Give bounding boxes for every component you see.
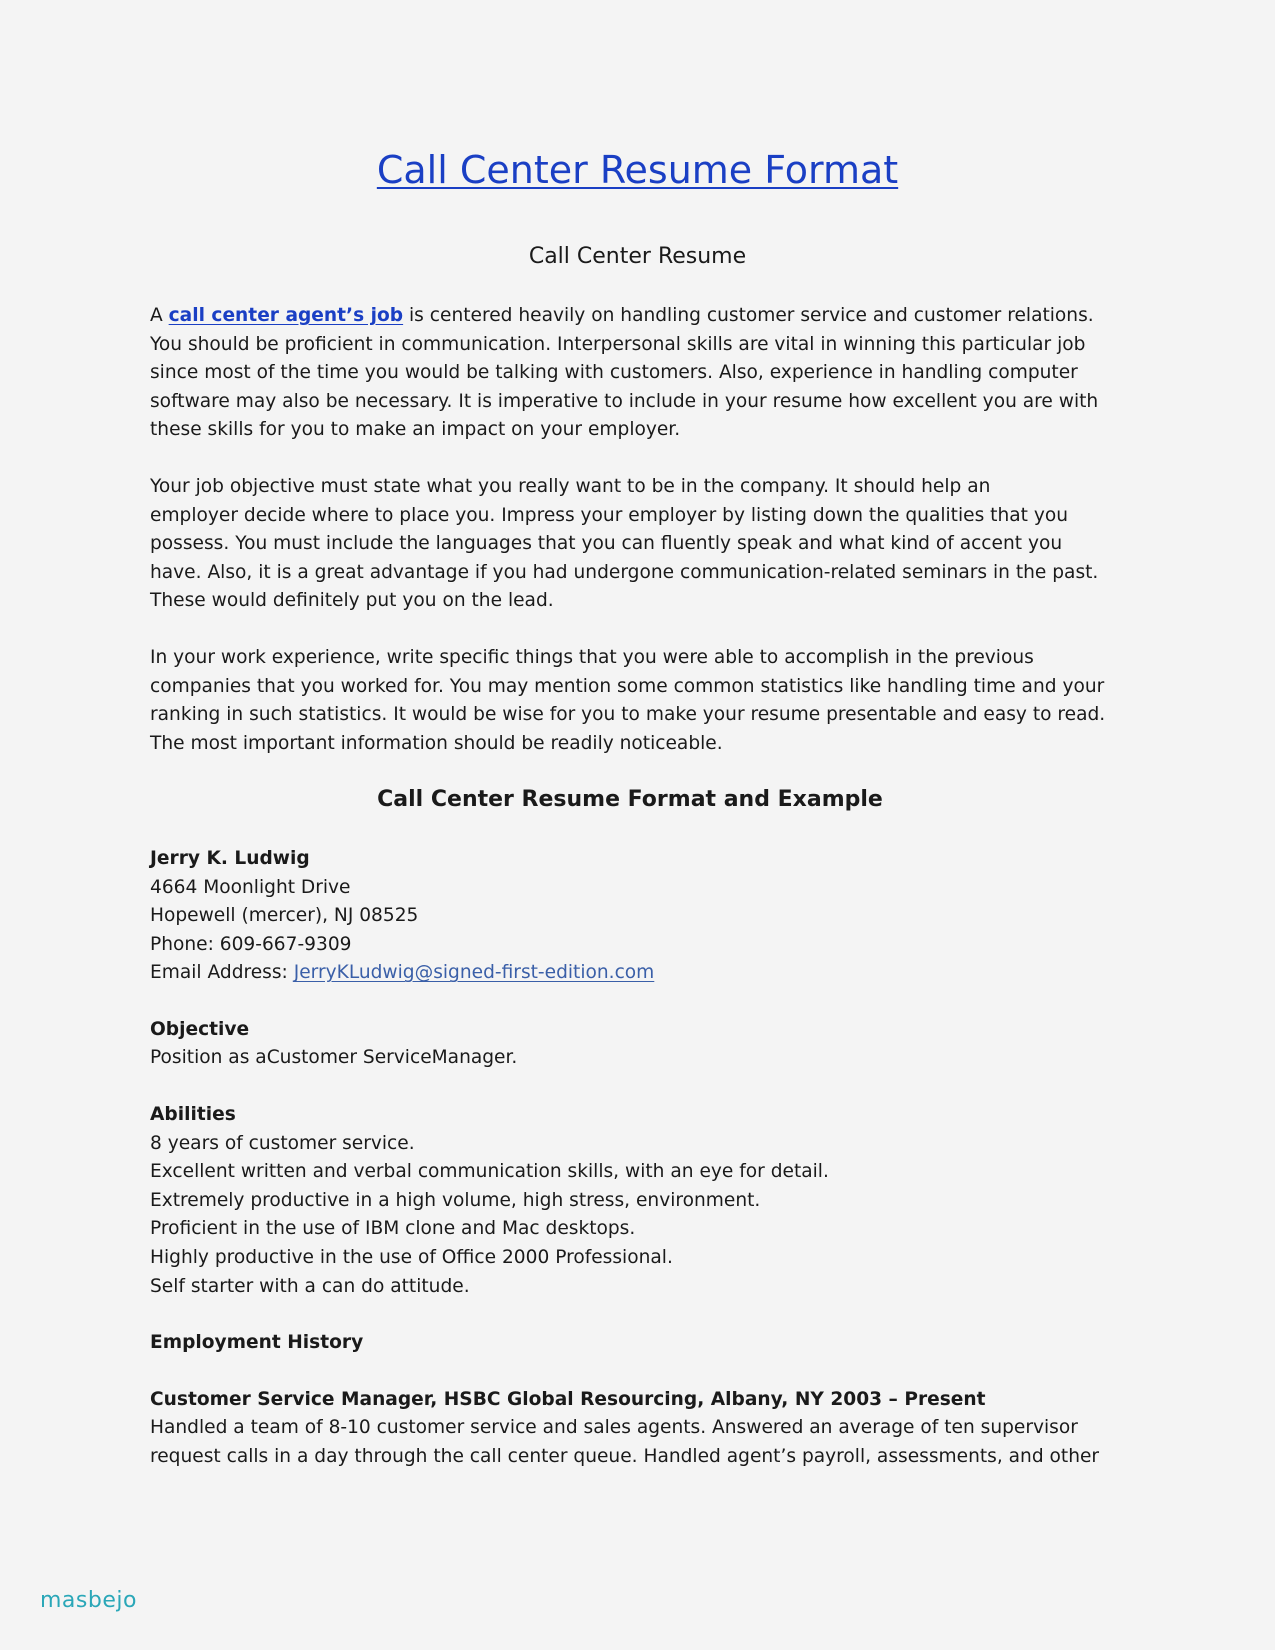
experience-paragraph	[150, 644, 1140, 758]
employment-heading-block	[150, 1329, 1140, 1358]
ability-item: Self starter with a can do attitude.	[150, 1275, 470, 1297]
objective-block	[150, 1016, 1140, 1073]
ability-item: Extremely productive in a high volume, high stress, environment.	[150, 1189, 761, 1211]
contact-block	[150, 845, 1140, 988]
employment-heading: Employment History	[150, 1332, 364, 1354]
intro-line: these skills for you to make an impact on your employer.	[150, 419, 681, 441]
experience-para-line: ranking in such statistics. It would be wise for you to make your resume presentable and easy to read.	[150, 704, 1106, 726]
ability-item: Highly productive in the use of Office 2000 Professional.	[150, 1247, 673, 1269]
call-center-agent-link[interactable]: call center agent’s job	[168, 305, 404, 326]
page-subtitle: Call Center Resume	[528, 244, 747, 269]
experience-para-line: companies that you worked for. You may mention some common statistics like handling time and your	[150, 675, 1105, 697]
abilities-heading: Abilities	[150, 1104, 236, 1126]
intro-line: You should be proficient in communication. Interpersonal skills are vital in winning this particular job	[150, 333, 1086, 355]
employment-entry	[150, 1386, 1140, 1472]
ability-item: Proficient in the use of IBM clone and Mac desktops.	[150, 1218, 636, 1240]
intro-prefix: A	[150, 305, 169, 326]
objective-paragraph	[150, 473, 1140, 616]
abilities-block	[150, 1101, 1140, 1301]
objective-para-line: have. Also, it is a great advantage if you had undergone communication-related seminars in the past.	[150, 561, 1099, 583]
section-heading: Call Center Resume Format and Example	[377, 787, 883, 813]
contact-address-line1: 4664 Moonlight Drive	[150, 876, 351, 898]
job-description-line: Handled a team of 8-10 customer service and sales agents. Answered an average of ten supervisor	[150, 1417, 1078, 1439]
email-link[interactable]: JerryKLudwig@signed-first-edition.com	[293, 962, 655, 984]
objective-para-line: These would definitely put you on the lead.	[150, 590, 554, 612]
job-title: Customer Service Manager, HSBC Global Resourcing, Albany, NY 2003 – Present	[150, 1388, 986, 1410]
contact-name: Jerry K. Ludwig	[150, 847, 310, 869]
document-body	[150, 302, 1140, 1500]
objective-para-line: employer decide where to place you. Impress your employer by listing down the qualities that you	[150, 504, 1069, 526]
contact-address-line2: Hopewell (mercer), NJ 08525	[150, 905, 419, 927]
ability-item: Excellent written and verbal communication skills, with an eye for detail.	[150, 1161, 829, 1183]
experience-para-line: The most important information should be readily noticeable.	[150, 732, 723, 754]
experience-para-line: In your work experience, write specific things that you were able to accomplish in the previous	[150, 646, 1034, 668]
job-description-line: request calls in a day through the call center queue. Handled agent’s payroll, assessments, and other	[150, 1446, 1100, 1467]
objective-para-line: possess. You must include the languages that you can fluently speak and what kind of accent you	[150, 533, 1063, 555]
intro-line: software may also be necessary. It is imperative to include in your resume how excellent you are with	[150, 390, 1099, 412]
intro-line: since most of the time you would be talking with customers. Also, experience in handling computer	[150, 362, 1078, 384]
watermark-logo: masbejo	[40, 1588, 137, 1613]
intro-paragraph	[150, 302, 1140, 445]
contact-phone: Phone: 609-667-9309	[150, 933, 352, 955]
ability-item: 8 years of customer service.	[150, 1132, 415, 1154]
page-title[interactable]: Call Center Resume Format	[376, 148, 899, 192]
objective-para-line: Your job objective must state what you really want to be in the company. It should help an	[150, 475, 991, 497]
intro-first-line	[150, 302, 1140, 331]
objective-text: Position as aCustomer ServiceManager.	[150, 1047, 518, 1069]
intro-first-line-rest: is centered heavily on handling customer service and customer relations.	[403, 305, 1094, 326]
email-label: Email Address:	[150, 962, 294, 984]
objective-heading: Objective	[150, 1018, 250, 1040]
contact-email-line	[150, 959, 1140, 988]
